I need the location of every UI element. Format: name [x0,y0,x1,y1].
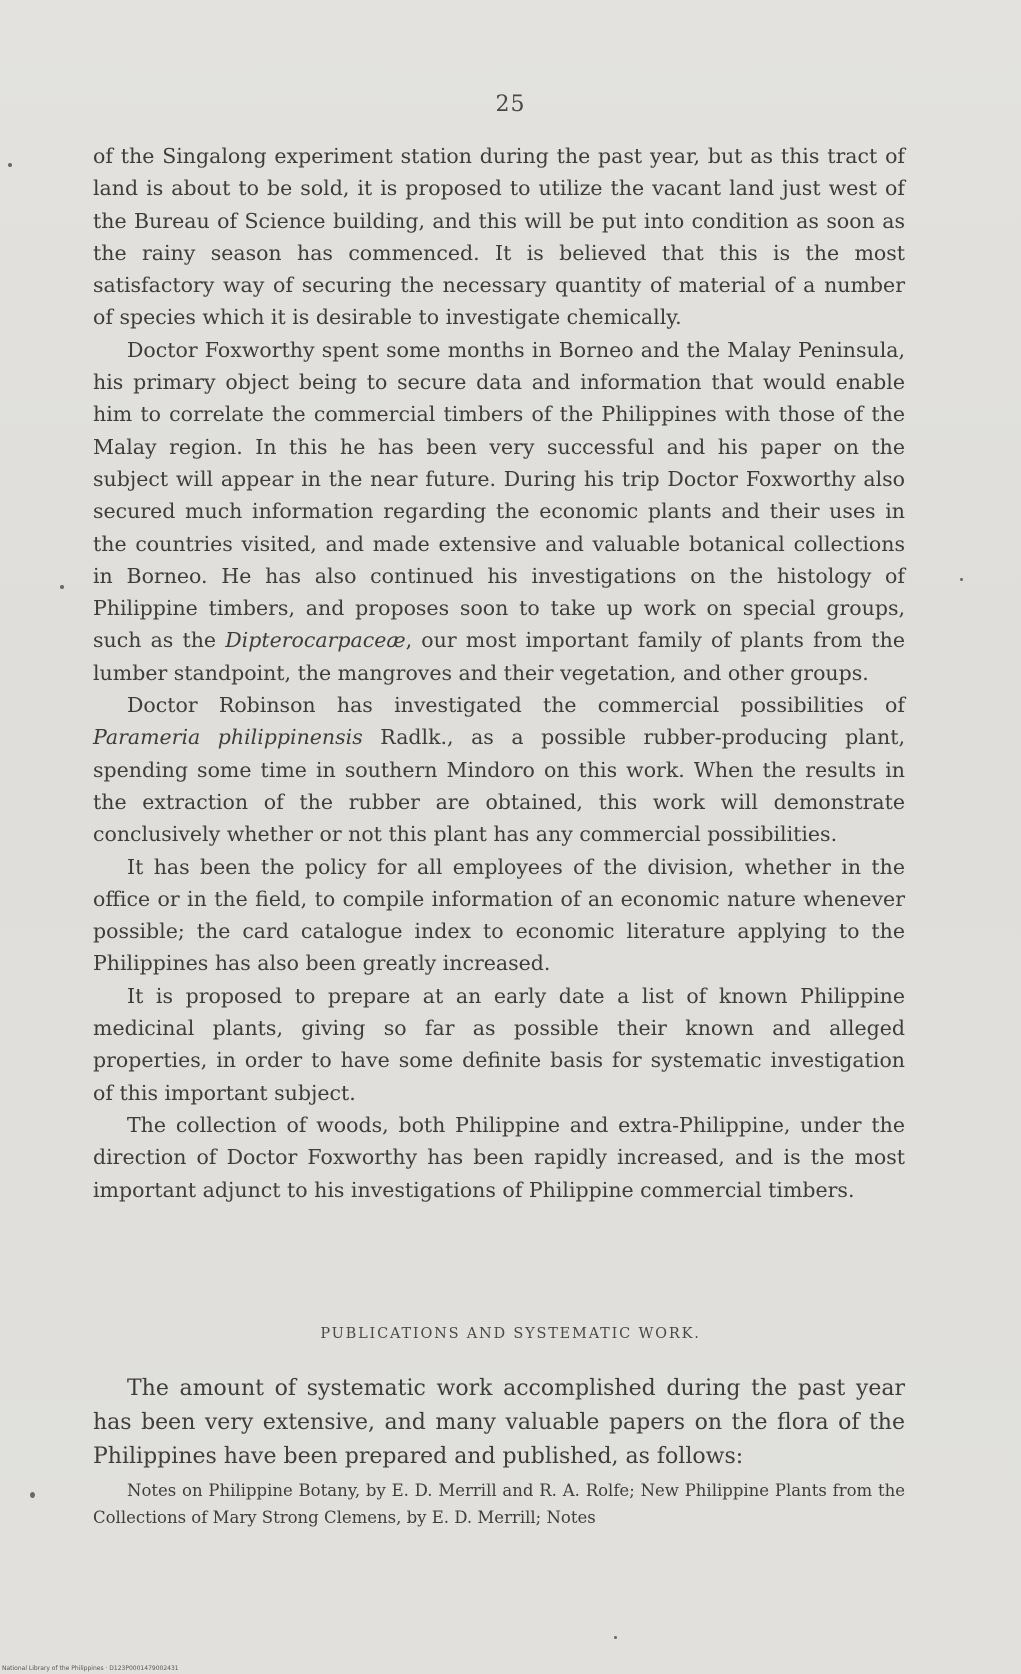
section-intro: The amount of systematic work accomplished during the past year has been very extensive, and many valuable papers on the flora of the Philippines have been prepared and published, as follows: [93,1376,905,1469]
paragraph: Doctor Foxworthy spent some months in Borneo and the Malay Peninsula, his primary object being to secure data and information that would enable him to correlate the commercial timbers of the Philippines with those of the Malay region. In this he has been very successful and his paper on the subject will appear in the near future. During his trip Doctor Foxworthy also secured much information regarding the economic plants and their uses in the countries visited, and made extensive and valuable botanical collections in Borneo. He has also continued his investigations on the histology of Philippine timbers, and proposes soon to take up work on special groups, such as the Dipterocarpaceæ, our most important family of plants from the lumber standpoint, the mangroves and their vegetation, and other groups. [93,337,905,685]
paragraph: It has been the policy for all employees of the division, whether in the office or in the field, to compile information of an economic nature whenever possible; the card catalogue index to economic literature applying to the Philippines has also been greatly increased. [93,854,905,976]
scan-speck [30,1492,35,1498]
scan-speck [960,578,963,581]
scan-speck [8,163,12,167]
page-number: 25 [495,92,526,117]
scan-footer: National Library of the Philippines · D123P0001479002431 [2,1665,179,1672]
paragraph: of the Singalong experiment station during the past year, but as this tract of land is about to be sold, it is proposed to utilize the vacant land just west of the Bureau of Science building, and this will be put into condition as soon as the rainy season has commenced. It is believed that this is the most satisfactory way of securing the necessary quantity of material of a number of species which it is desirable to investigate chemically. [93,144,905,330]
paragraph: The collection of woods, both Philippine and extra-Philippine, under the direction of Doctor Foxworthy has been rapidly increased, and is the most important adjunct to his investigations of Philippine commercial timbers. [93,1112,905,1202]
publication-list: Notes on Philippine Botany, by E. D. Merrill and R. A. Rolfe; New Philippine Plants from the Collections of Mary Strong Clemens, by E. D. Merrill; Notes [93,1481,905,1527]
body-text [93,140,905,1206]
scan-speck [614,1636,617,1639]
paragraph: Doctor Robinson has investigated the commercial possibilities of Parameria philippinensis Radlk., as a possible rubber-producing plant, spending some time in southern Mindoro on this work. When the results in the extraction of the rubber are obtained, this work will demonstrate conclusively whether or not this plant has any commercial possibilities. [93,693,905,847]
section-heading: PUBLICATIONS AND SYSTEMATIC WORK. [320,1326,701,1342]
paragraph: It is proposed to prepare at an early date a list of known Philippine medicinal plants, giving so far as possible their known and alleged properties, in order to have some definite basis for systematic investigation of this important subject. [93,983,905,1105]
scan-speck [60,585,64,589]
